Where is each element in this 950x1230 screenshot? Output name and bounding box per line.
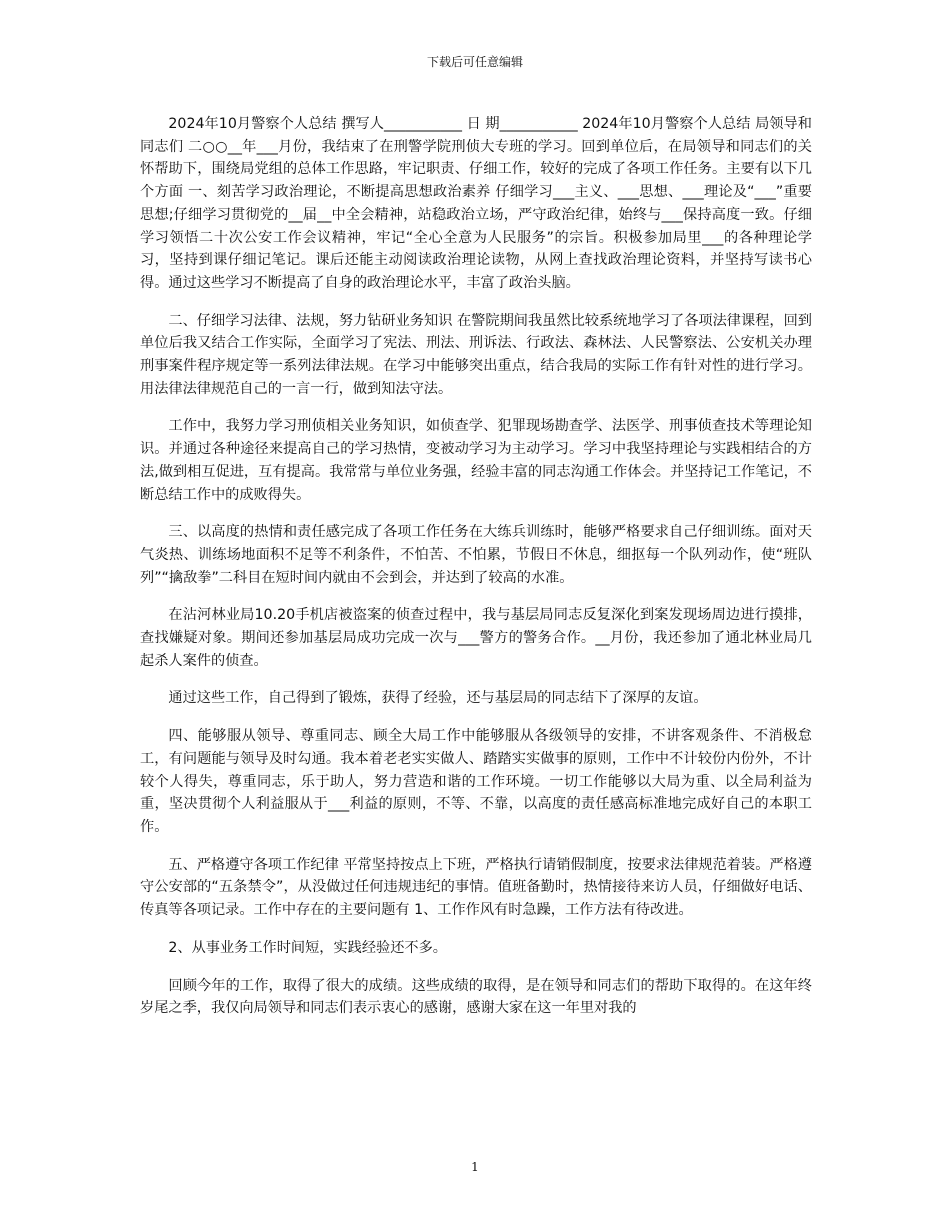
page-header: 下载后可任意编辑 xyxy=(426,55,523,69)
paragraph-section-4: 四、能够服从领导、尊重同志、顾全大局工作中能够服从各级领导的安排，不讲客观条件、不消极怠工，有问题能与领导及时勾通。我本着老老实实做人、踏踏实实做事的原则，工作中不计较份内份外，不计较个人得失，尊重同志，乐于助人，努力营造和谐的工作环境。一切工作能够以大局为重、以全局利益为重，坚决贯彻个人利益服从于___利益的原则，不等、不靠，以高度的责任感高标准地完成好自己的本职工作。 xyxy=(140,728,812,835)
document-body xyxy=(140,113,812,1035)
paragraph-work-study: 工作中，我努力学习刑侦相关业务知识，如侦查学、犯罪现场勘查学、法医学、刑事侦查技术等理论知识。并通过各种途径来提高自己的学习热情，变被动学习为主动学习。学习中我坚持理论与实践相结合的方法,做到相互促进，互有提高。我常常与单位业务强，经验丰富的同志沟通工作体会。并坚持记工作笔记，不断总结工作中的成败得失。 xyxy=(140,418,812,503)
paragraph-section-5: 五、严格遵守各项工作纪律 平常坚持按点上下班，严格执行请销假制度，按要求法律规范着装。严格遵守公安部的“五条禁令”，从没做过任何违规违纪的事情。值班备勤时，热情接待来访人员，仔细做好电话、传真等各项记录。工作中存在的主要问题有 1、工作作风有时急躁，工作方法有待改进。 xyxy=(140,856,812,919)
page-number: 1 xyxy=(471,1160,479,1174)
paragraph-intro: 2024年10月警察个人总结 撰写人___________ 日 期___________ 2024年10月警察个人总结 局领导和同志们 二○○__年___月份，我结束了在刑警学院刑侦大专班的学习。回到单位后，在局领导和同志们的关怀帮助下，围绕局党组的总体工作思路，牢记职责、仔细工作，较好的完成了各项工作任务。主要有以下几个方面 一、刻苦学习政治理论，不断提高思想政治素养 仔细学习___主义、___思想、___理论及“___”重要思想;仔细学习贯彻党的__届__中全会精神，站稳政治立场，严守政治纪律，始终与___保持高度一致。仔细学习领悟二十次公安工作会议精神，牢记“全心全意为人民服务”的宗旨。积极参加局里___的各种理论学习，坚持到课仔细记笔记。课后还能主动阅读政治理论读物，从网上查找政治理论资料，并坚持写读书心得。通过这些学习不断提高了自身的政治理论水平，丰富了政治头脑。 xyxy=(140,116,812,291)
paragraph-section-3: 三、以高度的热情和责任感完成了各项工作任务在大练兵训练时，能够严格要求自己仔细训练。面对天气炎热、训练场地面积不足等不利条件，不怕苦、不怕累，节假日不休息，细抠每一个队列动作，使“班队列”“擒敌拳”二科目在短时间内就由不会到会，并达到了较高的水准。 xyxy=(140,524,812,586)
paragraph-experience: 通过这些工作，自己得到了锻炼，获得了经验，还与基层局的同志结下了深厚的友谊。 xyxy=(168,690,708,707)
paragraph-case-investigation: 在沾河林业局10.20手机店被盗案的侦查过程中，我与基层局同志反复深化到案发现场周边进行摸排，查找嫌疑对象。期间还参加基层局成功完成一次与___警方的警务合作。__月份，我还参加了通北林业局几起杀人案件的侦查。 xyxy=(140,607,812,669)
paragraph-section-2: 二、仔细学习法律、法规，努力钻研业务知识 在警院期间我虽然比较系统地学习了各项法律课程，回到单位后我又结合工作实际，全面学习了宪法、刑法、刑诉法、行政法、森林法、人民警察法、公安机关办理刑事案件程序规定等一系列法律法规。在学习中能够突出重点，结合我局的实际工作有针对性的进行学习。用法律法律规范自己的一言一行，做到知法守法。 xyxy=(140,312,812,397)
paragraph-review: 回顾今年的工作，取得了很大的成绩。这些成绩的取得，是在领导和同志们的帮助下取得的。在这年终岁尾之季，我仅向局领导和同志们表示衷心的感谢，感谢大家在这一年里对我的 xyxy=(140,977,812,1017)
paragraph-problem-2: 2、从事业务工作时间短，实践经验还不多。 xyxy=(168,939,447,956)
